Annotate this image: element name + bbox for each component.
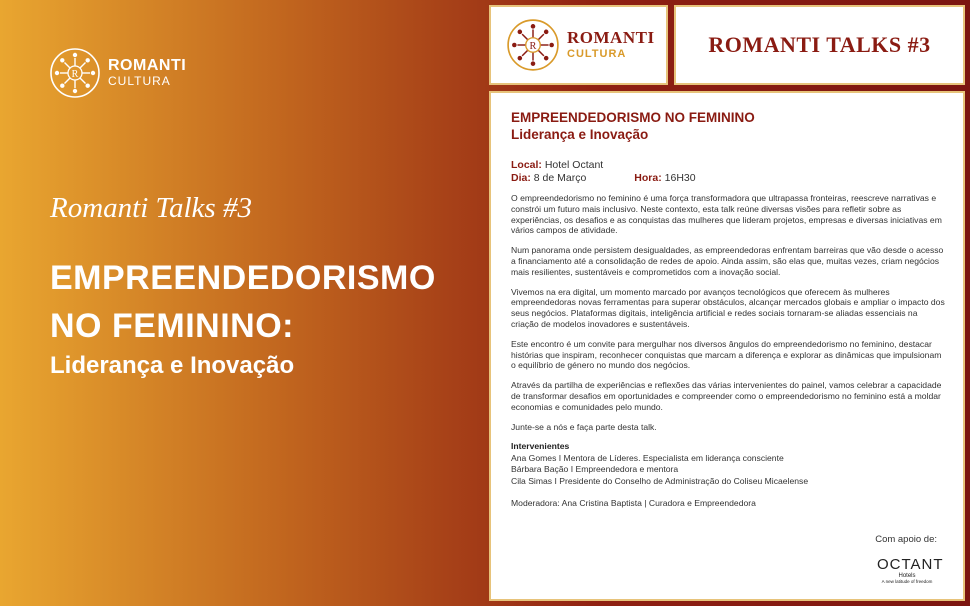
local-value: Hotel Octant [544,159,604,171]
header-logo-box [489,5,668,85]
speakers-list [511,441,945,487]
dia-value: 8 de Março [533,172,587,184]
speaker-item: Bárbara Bação I Empreendedora e mentora [511,464,679,475]
dia-label: Dia: [511,172,531,184]
sponsor-word: OCTANT [877,556,944,573]
sponsor-line-2: A new latitude of freedom [881,579,933,584]
paragraph: Num panorama onde persistem desigualdades, as empreendedoras enfrentam barreiras que vão desde o acesso a financiamento até a consolidação de redes de apoio. Ainda assim, são elas que, muitas vezes, criam negócios mais resilientes, sustentáveis e comprometidos com a inovação social. [511,245,944,277]
event-meta [511,159,945,185]
content-card [489,91,965,601]
svg-text:R: R [71,69,79,80]
left-brand-text [108,58,186,88]
header-brand-text [567,29,655,61]
brand-name: ROMANTI [567,28,655,47]
header-title: ROMANTI TALKS #3 [708,32,931,57]
paragraph: Vivemos na era digital, um momento marcado por avanços tecnológicos que oferecem às mulheres empreendedoras novas ferramentas para superar obstáculos, alcançar mercados globais e ampliar o impacto dos seus negócios. Plataformas digitais, inteligência artificial e redes sociais tornaram-se aliadas essenciais na criação de modelos inovadores e sustentáveis. [511,286,945,329]
moderator: Moderadora: Ana Cristina Baptista | Curadora e Empreendedora [511,498,756,509]
paragraph: Através da partilha de experiências e reflexões das várias intervenientes do painel, vamos celebrar a capacidade de transformar desafios em oportunidades e compreender como o empreendedorismo no feminino está a moldar economias e comunidades pelo mundo. [511,380,942,412]
headline-line-1: EMPREENDEDORISMO [50,259,436,297]
svg-text:R: R [529,41,537,53]
header-title-box [674,5,965,85]
support-label: Com apoio de: [875,534,937,545]
paragraph: O empreendedorismo no feminino é uma força transformadora que ultrapassa fronteiras, reescreve narrativas e constrói um futuro mais inclusivo. Neste contexto, esta talk reúne diversas visões para refletir sobre as experiências, os desafios e as conquistas das mulheres que lideram projetos, empresas e diversas iniciativas em vários campos de atividade. [511,193,942,236]
romanti-logo-icon [48,46,102,100]
script-title: Romanti Talks #3 [50,192,252,224]
paragraph: Este encontro é um convite para mergulhar nos diversos ângulos do empreendedorismo no feminino, destacar histórias que inspiram, reconhecer conquistas que marcam a diferença e explorar as dinâmicas que impulsionam o equilíbrio de género no mundo dos negócios. [511,338,942,371]
brand-name: ROMANTI [108,57,187,74]
hora-label: Hora: [634,172,662,184]
left-logo [48,46,186,100]
description [511,193,945,432]
speakers-heading: Intervenientes [511,441,570,452]
headline [50,254,436,350]
sponsor-logo [877,556,944,584]
headline-line-2: NO FEMININO: [50,307,294,345]
meta-date-time [511,172,945,185]
speaker-item: Cila Simas I Presidente do Conselho de Administração do Coliseu Micaelense [511,475,809,486]
brand-sub: CULTURA [567,48,627,60]
brand-sub: CULTURA [108,74,171,88]
paragraph: Junte-se a nós e faça parte desta talk. [511,421,657,432]
speaker-item: Ana Gomes I Mentora de Líderes. Especialista em liderança consciente [511,452,784,463]
headline-subtitle: Liderança e Inovação [50,352,295,379]
local-label: Local: [511,159,542,171]
romanti-logo-icon [505,17,561,73]
hora-value: 16H30 [664,172,696,184]
card-title: EMPREENDEDORISMO NO FEMININO [511,110,755,125]
meta-local [511,159,945,172]
card-subtitle: Liderança e Inovação [511,127,649,142]
sponsor-line-1: Hotels [898,573,916,579]
